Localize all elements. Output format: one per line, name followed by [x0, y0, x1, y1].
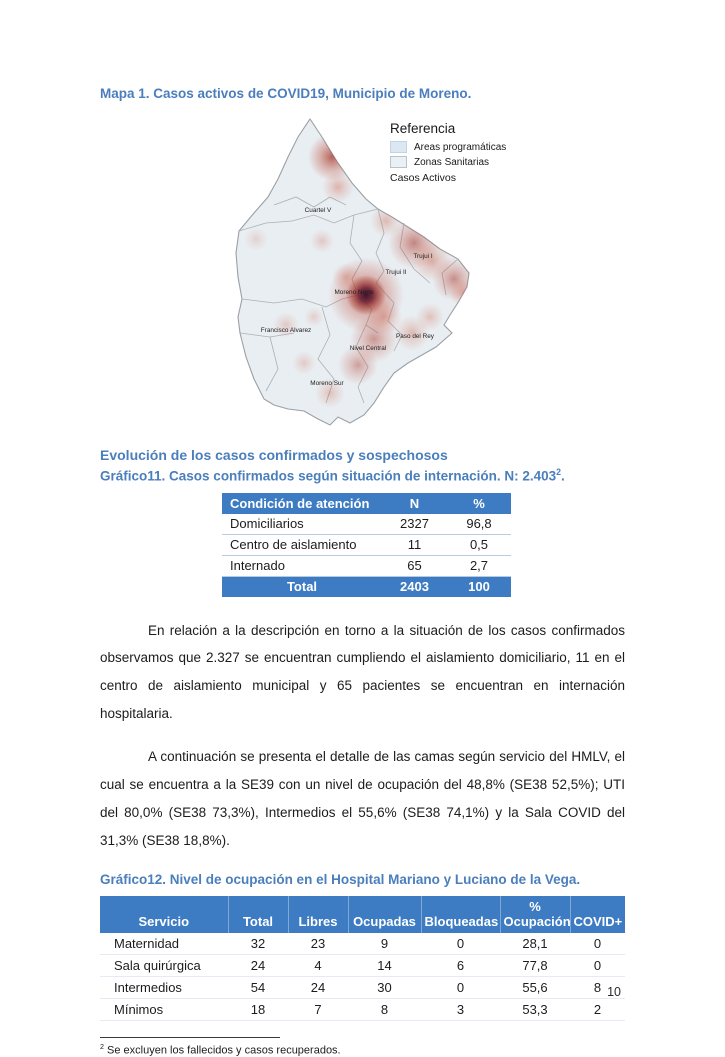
- table-cell: 6: [421, 955, 500, 977]
- table-cell: 23: [288, 933, 348, 955]
- column-header: %: [447, 493, 511, 514]
- column-header: N: [382, 493, 447, 514]
- footnote: [100, 1043, 625, 1057]
- table-cell: 0: [570, 955, 625, 977]
- table-cell: Internado: [222, 555, 382, 576]
- column-header: % Ocupación: [500, 896, 570, 933]
- chart11-title-text: Gráfico11. Casos confirmados según situación de internación. N: 2.403: [100, 468, 557, 484]
- table-row: [222, 514, 511, 535]
- map-legend: [390, 121, 506, 184]
- table-cell: Mínimos: [100, 999, 228, 1021]
- table-cell: 65: [382, 555, 447, 576]
- table-row: [222, 555, 511, 576]
- table-cell: 28,1: [500, 933, 570, 955]
- chart11-title: [100, 467, 625, 484]
- column-header: Servicio: [100, 896, 228, 933]
- table-row: [100, 955, 625, 977]
- table-cell: 2: [570, 999, 625, 1021]
- column-header: Ocupadas: [348, 896, 421, 933]
- chart11-title-end: .: [561, 468, 565, 484]
- table-cell: 30: [348, 977, 421, 999]
- table-header-row: [222, 493, 511, 514]
- table-cell: Total: [222, 576, 382, 597]
- table-cell: 0: [570, 933, 625, 955]
- table-cell: 0: [421, 933, 500, 955]
- table-cell: Maternidad: [100, 933, 228, 955]
- body-paragraph: En relación a la descripción en torno a la situación de los casos confirmados observamos que 2.327 se encuentran cumpliendo el aislamiento domiciliario, 11 en el centro de aislamiento municipal y 65 pacientes se encuentran en internación hospitalaria.: [100, 622, 625, 722]
- map-label-cuartel-v: Cuartel V: [304, 207, 332, 214]
- ocupacion-table: [100, 896, 625, 1021]
- legend-item-label: Zonas Sanitarias: [414, 156, 490, 168]
- table-cell: 54: [228, 977, 288, 999]
- map-title: Mapa 1. Casos activos de COVID19, Municipio de Moreno.: [100, 86, 472, 101]
- table-cell: 0: [421, 977, 500, 999]
- table-cell: 100: [447, 576, 511, 597]
- table-cell: 2,7: [447, 555, 511, 576]
- table-cell: 0,5: [447, 534, 511, 555]
- body-paragraph: A continuación se presenta el detalle de las camas según servicio del HMLV, el cual se encuentra a la SE39 con un nivel de ocupación del 48,8% (SE38 52,5%); UTI del 80,0% (SE38 73,3%), Intermedios el 55,6% (SE38 74,1%) y la Sala COVID del 31,3% (SE38 18,8%).: [100, 749, 625, 849]
- page-number: 10: [607, 985, 621, 999]
- column-header: Libres: [288, 896, 348, 933]
- page-content: [100, 0, 625, 1057]
- column-header: Bloqueadas: [421, 896, 500, 933]
- legend-heat-label: Casos Activos: [390, 172, 456, 184]
- table-header-row: [100, 896, 625, 933]
- evolution-heading: Evolución de los casos confirmados y sospechosos: [100, 447, 448, 463]
- table-cell: 2327: [382, 514, 447, 535]
- table-cell: 77,8: [500, 955, 570, 977]
- table-cell: 2403: [382, 576, 447, 597]
- map-label-nivel-central: Nivel Central: [349, 345, 387, 352]
- table-cell: 11: [382, 534, 447, 555]
- table-cell: 24: [228, 955, 288, 977]
- table-cell: 7: [288, 999, 348, 1021]
- table-cell: 32: [228, 933, 288, 955]
- table-cell: 24: [288, 977, 348, 999]
- legend-title: Referencia: [390, 121, 456, 136]
- table-cell: 4: [288, 955, 348, 977]
- table-cell: Centro de aislamiento: [222, 534, 382, 555]
- map-label-moreno-norte: Moreno Norte: [334, 289, 374, 296]
- table-cell: 96,8: [447, 514, 511, 535]
- table-cell: Intermedios: [100, 977, 228, 999]
- table-total-row: [222, 576, 511, 597]
- legend-item-areas: [390, 141, 506, 153]
- footnote-marker: 2: [100, 1043, 104, 1051]
- table-cell: 55,6: [500, 977, 570, 999]
- table-cell: 8: [570, 977, 625, 999]
- map-label-trujui-ii: Trujui II: [385, 269, 407, 276]
- internacion-table: [222, 493, 511, 597]
- map-label-trujui-i: Trujui I: [413, 253, 433, 260]
- column-header: Total: [228, 896, 288, 933]
- chart12-title: Gráfico12. Nivel de ocupación en el Hospital Mariano y Luciano de la Vega.: [100, 872, 581, 887]
- map-figure: [100, 109, 625, 441]
- table-cell: 14: [348, 955, 421, 977]
- table-cell: Sala quirúrgica: [100, 955, 228, 977]
- table-cell: Domiciliarios: [222, 514, 382, 535]
- legend-item-label: Areas programáticas: [414, 141, 507, 153]
- column-header: Condición de atención: [222, 493, 382, 514]
- legend-item-zonas: [390, 156, 506, 168]
- footnote-text: Se excluyen los fallecidos y casos recuperados.: [107, 1044, 341, 1057]
- table-row: [100, 977, 625, 999]
- column-header: COVID+: [570, 896, 625, 933]
- areas-programaticas-swatch-icon: [390, 141, 407, 153]
- footnote-separator: [100, 1037, 280, 1038]
- table-cell: 53,3: [500, 999, 570, 1021]
- table-row: [100, 999, 625, 1021]
- table-cell: 8: [348, 999, 421, 1021]
- map-label-francisco-alvarez: Francisco Alvarez: [260, 327, 312, 334]
- map-label-paso-del-rey: Paso del Rey: [395, 333, 435, 340]
- table-cell: 3: [421, 999, 500, 1021]
- table-cell: 9: [348, 933, 421, 955]
- map-label-moreno-sur: Moreno Sur: [310, 380, 344, 387]
- table-cell: 18: [228, 999, 288, 1021]
- footnote-ref: 2: [556, 467, 562, 477]
- table-row: [100, 933, 625, 955]
- table-row: [222, 534, 511, 555]
- zonas-sanitarias-swatch-icon: [390, 156, 407, 168]
